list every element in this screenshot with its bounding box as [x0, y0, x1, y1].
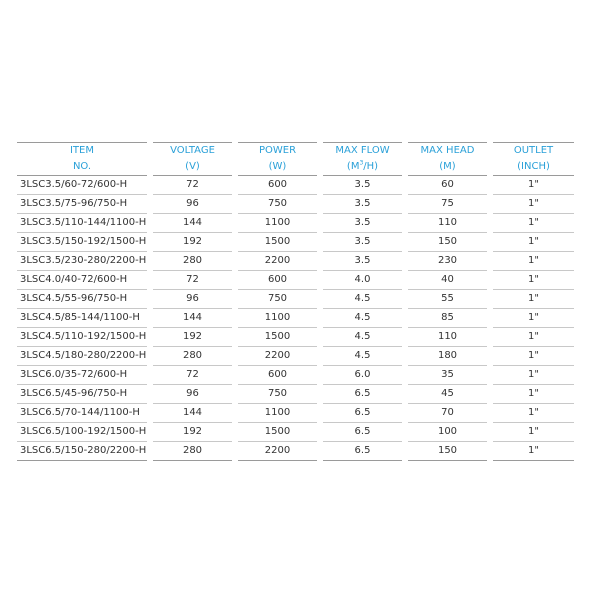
cell-max-head: 75	[405, 195, 490, 214]
cell-max-head: 230	[405, 252, 490, 271]
header-item: ITEM	[17, 143, 150, 160]
cell-item-no: 3LSC6.5/100-192/1500-H	[17, 423, 150, 442]
header-power: POWER	[235, 143, 320, 160]
cell-max-flow: 6.5	[320, 442, 405, 461]
header-max-head: MAX HEAD	[405, 143, 490, 160]
cell-item-no: 3LSC4.5/110-192/1500-H	[17, 328, 150, 347]
table-row	[17, 366, 574, 385]
cell-power: 750	[235, 195, 320, 214]
unit-power: (W)	[235, 159, 320, 176]
cell-max-head: 45	[405, 385, 490, 404]
cell-max-flow: 6.5	[320, 423, 405, 442]
table-row	[17, 195, 574, 214]
cell-power: 1100	[235, 309, 320, 328]
cell-outlet: 1"	[490, 252, 574, 271]
cell-outlet: 1"	[490, 347, 574, 366]
cell-max-head: 100	[405, 423, 490, 442]
unit-outlet: (INCH)	[490, 159, 574, 176]
cell-outlet: 1"	[490, 366, 574, 385]
cell-item-no: 3LSC6.5/70-144/1100-H	[17, 404, 150, 423]
cell-max-flow: 6.5	[320, 385, 405, 404]
cell-item-no: 3LSC3.5/60-72/600-H	[17, 176, 150, 195]
cell-voltage: 192	[150, 233, 235, 252]
cell-power: 600	[235, 271, 320, 290]
cell-max-flow: 3.5	[320, 176, 405, 195]
table-row	[17, 214, 574, 233]
cell-outlet: 1"	[490, 271, 574, 290]
cell-max-head: 60	[405, 176, 490, 195]
cell-outlet: 1"	[490, 328, 574, 347]
cell-max-flow: 4.5	[320, 309, 405, 328]
cell-outlet: 1"	[490, 195, 574, 214]
cell-max-flow: 4.5	[320, 290, 405, 309]
cell-max-flow: 6.0	[320, 366, 405, 385]
cell-item-no: 3LSC4.5/55-96/750-H	[17, 290, 150, 309]
cell-max-flow: 3.5	[320, 233, 405, 252]
table-row	[17, 290, 574, 309]
cell-voltage: 96	[150, 385, 235, 404]
cell-voltage: 96	[150, 195, 235, 214]
cell-voltage: 72	[150, 271, 235, 290]
cell-item-no: 3LSC4.5/180-280/2200-H	[17, 347, 150, 366]
cell-max-flow: 4.0	[320, 271, 405, 290]
cell-voltage: 96	[150, 290, 235, 309]
cell-max-head: 70	[405, 404, 490, 423]
unit-voltage: (V)	[150, 159, 235, 176]
cell-max-flow: 4.5	[320, 347, 405, 366]
cell-outlet: 1"	[490, 404, 574, 423]
table-row	[17, 233, 574, 252]
cell-outlet: 1"	[490, 442, 574, 461]
cell-power: 750	[235, 385, 320, 404]
cell-power: 600	[235, 366, 320, 385]
unit-max-flow-pre: (M	[346, 161, 360, 172]
pump-spec-table	[17, 142, 574, 461]
cell-max-flow: 6.5	[320, 404, 405, 423]
cell-max-flow: 4.5	[320, 328, 405, 347]
table-row	[17, 423, 574, 442]
cell-item-no: 3LSC6.0/35-72/600-H	[17, 366, 150, 385]
cell-item-no: 3LSC4.5/85-144/1100-H	[17, 309, 150, 328]
cell-item-no: 3LSC6.5/45-96/750-H	[17, 385, 150, 404]
cell-max-flow: 3.5	[320, 252, 405, 271]
header-max-flow: MAX FLOW	[320, 143, 405, 160]
cell-outlet: 1"	[490, 233, 574, 252]
cell-voltage: 280	[150, 442, 235, 461]
cell-max-head: 35	[405, 366, 490, 385]
cell-power: 1500	[235, 328, 320, 347]
cell-outlet: 1"	[490, 423, 574, 442]
cell-voltage: 144	[150, 404, 235, 423]
cell-voltage: 72	[150, 366, 235, 385]
table-row	[17, 252, 574, 271]
unit-max-flow-sup: 3	[359, 159, 364, 167]
cell-item-no: 3LSC3.5/150-192/1500-H	[17, 233, 150, 252]
table-row	[17, 442, 574, 461]
table-row	[17, 404, 574, 423]
table-row	[17, 347, 574, 366]
unit-item-no: NO.	[17, 159, 150, 176]
table-header	[17, 143, 574, 176]
cell-voltage: 144	[150, 309, 235, 328]
cell-item-no: 3LSC3.5/230-280/2200-H	[17, 252, 150, 271]
cell-outlet: 1"	[490, 176, 574, 195]
cell-max-head: 40	[405, 271, 490, 290]
table-row	[17, 328, 574, 347]
table-row	[17, 309, 574, 328]
cell-voltage: 280	[150, 347, 235, 366]
cell-item-no: 3LSC3.5/75-96/750-H	[17, 195, 150, 214]
cell-outlet: 1"	[490, 309, 574, 328]
cell-power: 1100	[235, 214, 320, 233]
cell-power: 1100	[235, 404, 320, 423]
cell-item-no: 3LSC6.5/150-280/2200-H	[17, 442, 150, 461]
cell-power: 2200	[235, 347, 320, 366]
cell-max-head: 150	[405, 233, 490, 252]
header-outlet: OUTLET	[490, 143, 574, 160]
header-row-top	[17, 143, 574, 160]
cell-power: 600	[235, 176, 320, 195]
table-body	[17, 176, 574, 461]
cell-max-head: 110	[405, 328, 490, 347]
cell-max-head: 85	[405, 309, 490, 328]
unit-max-flow-post: /H)	[363, 161, 379, 172]
cell-max-head: 180	[405, 347, 490, 366]
cell-power: 1500	[235, 233, 320, 252]
cell-power: 2200	[235, 442, 320, 461]
cell-max-head: 110	[405, 214, 490, 233]
table-row	[17, 176, 574, 195]
cell-voltage: 280	[150, 252, 235, 271]
table-row	[17, 271, 574, 290]
cell-max-head: 55	[405, 290, 490, 309]
cell-max-head: 150	[405, 442, 490, 461]
unit-max-flow	[320, 159, 405, 176]
header-row-units	[17, 159, 574, 176]
cell-outlet: 1"	[490, 214, 574, 233]
cell-power: 1500	[235, 423, 320, 442]
cell-item-no: 3LSC4.0/40-72/600-H	[17, 271, 150, 290]
cell-voltage: 72	[150, 176, 235, 195]
cell-power: 750	[235, 290, 320, 309]
cell-power: 2200	[235, 252, 320, 271]
header-voltage: VOLTAGE	[150, 143, 235, 160]
cell-voltage: 192	[150, 423, 235, 442]
cell-voltage: 144	[150, 214, 235, 233]
cell-outlet: 1"	[490, 385, 574, 404]
cell-max-flow: 3.5	[320, 195, 405, 214]
cell-max-flow: 3.5	[320, 214, 405, 233]
table-row	[17, 385, 574, 404]
unit-max-head: (M)	[405, 159, 490, 176]
cell-voltage: 192	[150, 328, 235, 347]
cell-outlet: 1"	[490, 290, 574, 309]
cell-item-no: 3LSC3.5/110-144/1100-H	[17, 214, 150, 233]
